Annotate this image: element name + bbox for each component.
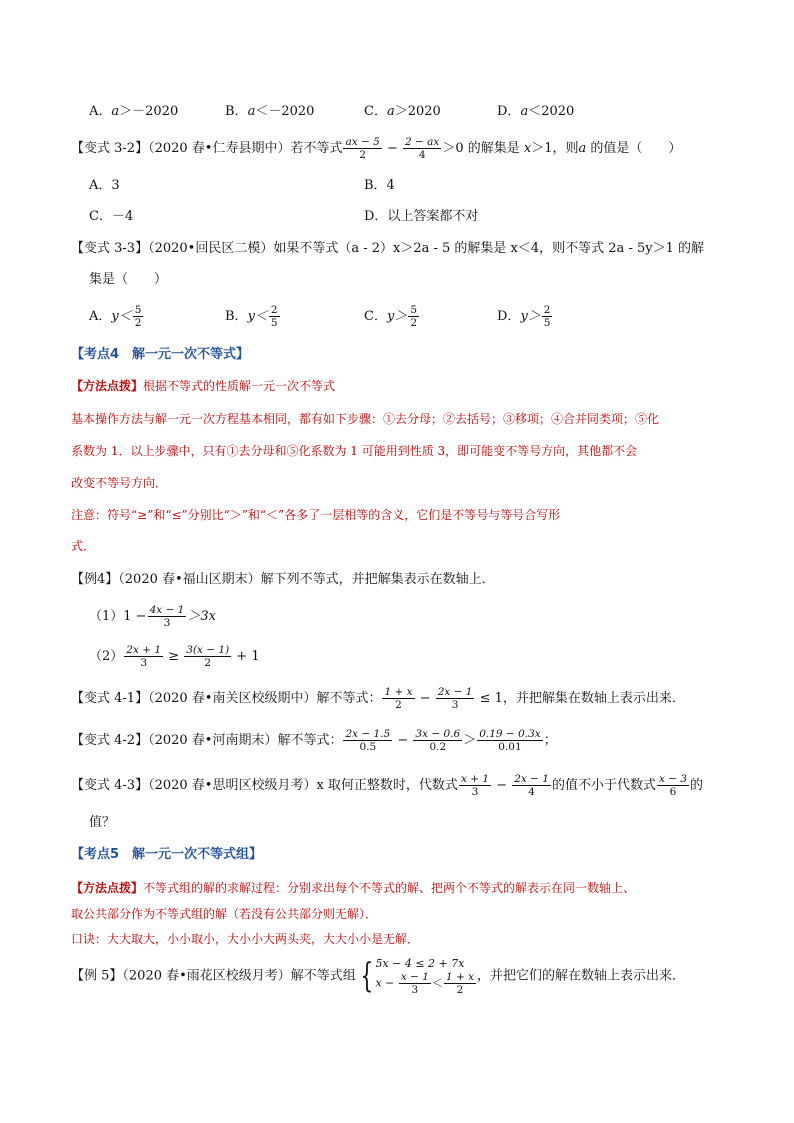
option-a: A．y＜ $\frac{5}{2}$ (89, 304, 142, 329)
example-4-question: 【例4】（2020 春•福山区期末）解下列不等式，并把解集表示在数轴上． (71, 572, 495, 587)
option-b: B．4 (364, 178, 395, 193)
method-tag: 【方法点拨】 (71, 881, 144, 895)
option-d: D．以上答案都不对 (364, 209, 479, 224)
inequality-system: 5x − 4 ≤ 2 + 7x x − $\frac{x - 1}{3}$ ＜ $\frac{1 + x}{2}$ (375, 957, 475, 996)
option-c: C．－4 (89, 209, 134, 224)
method-paragraph-line-2: 系数为 1．以上步骤中，只有①去分母和⑤化系数为 1 可能用到性质 3，即可能变不等号方向，其他都不会 (71, 444, 638, 458)
option-a: A．a＞－2020 (89, 104, 179, 119)
method-tip-5-line-1: 【方法点拨】不等式组的解的求解过程：分别求出每个不等式的解、把两个不等式的解表示在同一数轴上、 (71, 881, 636, 895)
example-5-question: 【例 5】（2020 春•雨花区校级月考）解不等式组 { 5x − 4 ≤ 2 + 7x x − $\frac{x - 1}{3}$ ＜ $\frac{1 + x}{2}$ ，并把它们的解在数轴上表示出来． (71, 956, 686, 996)
section-title-4: 【考点4 解一元一次不等式】 (71, 347, 250, 362)
method-tip-5-mnemonic: 口诀：大大取大，小小取小，大小小大两头夹，大大小小是无解． (71, 932, 420, 946)
example-4-item-1: （1）1 − $\frac{4x - 1}{3}$ ＞3x (89, 604, 216, 629)
variant-tag: 【变式 4-1】 (71, 691, 149, 706)
fraction: $\frac{ax - 5}{2}$ (345, 136, 380, 161)
option-b: B．a＜－2020 (225, 104, 315, 119)
variant-tag: 【变式 4-3】 (71, 778, 149, 793)
method-paragraph-line-1: 基本操作方法与解一元一次方程基本相同，都有如下步骤：①去分母；②去括号；③移项；④合并同类项；⑤化 (71, 412, 660, 426)
option-d: D．y＞ $\frac{2}{5}$ (497, 304, 551, 329)
method-tip-4: 【方法点拨】根据不等式的性质解一元一次不等式 (71, 379, 336, 393)
variant-4-1-question: 【变式 4-1】（2020 春•南关区校级期中）解不等式： $\frac{1 + x}{2}$ − $\frac{2x - 1}{3}$ ≤ 1，并把解集在数轴上表示出来． (71, 686, 685, 711)
method-tag: 【方法点拨】 (71, 379, 144, 393)
variant-3-3-question: 【变式 3-3】（2020•回民区二模）如果不等式（a - 2）x＞2a - 5 的解集是 x＜4，则不等式 2a - 5y＞1 的解 (71, 241, 704, 256)
example-4-item-2: （2） $\frac{2x + 1}{3}$ ≥ $\frac{3(x - 1)}{2}$ + 1 (89, 644, 260, 669)
variant-4-3-question: 【变式 4-3】（2020 春•思明区校级月考）x 取何正整数时，代数式 $\frac{x + 1}{3}$ − $\frac{2x - 1}{4}$ 的值不小于代数式 $\frac{x - 3}{6}$ 的 (71, 773, 704, 798)
fraction: $\frac{2 - ax}{4}$ (404, 136, 440, 161)
variant-4-2-question: 【变式 4-2】（2020 春•河南期末）解不等式： $\frac{2x - 1.5}{0.5}$ − $\frac{3x - 0.6}{0.2}$ ＞ $\frac{0.19 - 0.3x}{0.01}$ ； (71, 728, 557, 753)
option-b: B．y＜ $\frac{2}{5}$ (225, 304, 278, 329)
option-a: A．3 (89, 178, 120, 193)
example-tag: 【例4】 (71, 572, 119, 587)
variant-tag: 【变式 3-2】 (71, 141, 149, 156)
section-title-5: 【考点5 解一元一次不等式组】 (71, 847, 263, 862)
method-tip-5-line-2: 取公共部分作为不等式组的解（若没有公共部分则无解）． (71, 907, 378, 921)
variant-tag: 【变式 3-3】 (71, 241, 149, 256)
left-brace-icon: { (360, 956, 374, 996)
method-note-line-1: 注意：符号“≥”和“≤”分别比“＞”和“＜”各多了一层相等的含义，它们是不等号与等号合写形 (71, 508, 561, 522)
option-c: C．a＞2020 (364, 104, 441, 119)
example-tag: 【例 5】 (71, 968, 123, 984)
option-d: D．a＜2020 (497, 104, 575, 119)
variant-4-3-question-cont: 值？ (89, 815, 116, 830)
option-c: C．y＞ $\frac{5}{2}$ (364, 304, 417, 329)
method-paragraph-line-3: 改变不等号方向． (71, 476, 168, 490)
variant-3-2-question: 【变式 3-2】（2020 春•仁寿县期中）若不等式 $\frac{ax - 5}{2}$ − $\frac{2 - ax}{4}$ ＞0 的解集是 x＞1，则a 的值是（ ） (71, 136, 682, 161)
variant-3-3-question-cont: 集是（ ） (89, 272, 168, 287)
variant-tag: 【变式 4-2】 (71, 733, 149, 748)
method-note-line-2: 式． (71, 539, 96, 553)
